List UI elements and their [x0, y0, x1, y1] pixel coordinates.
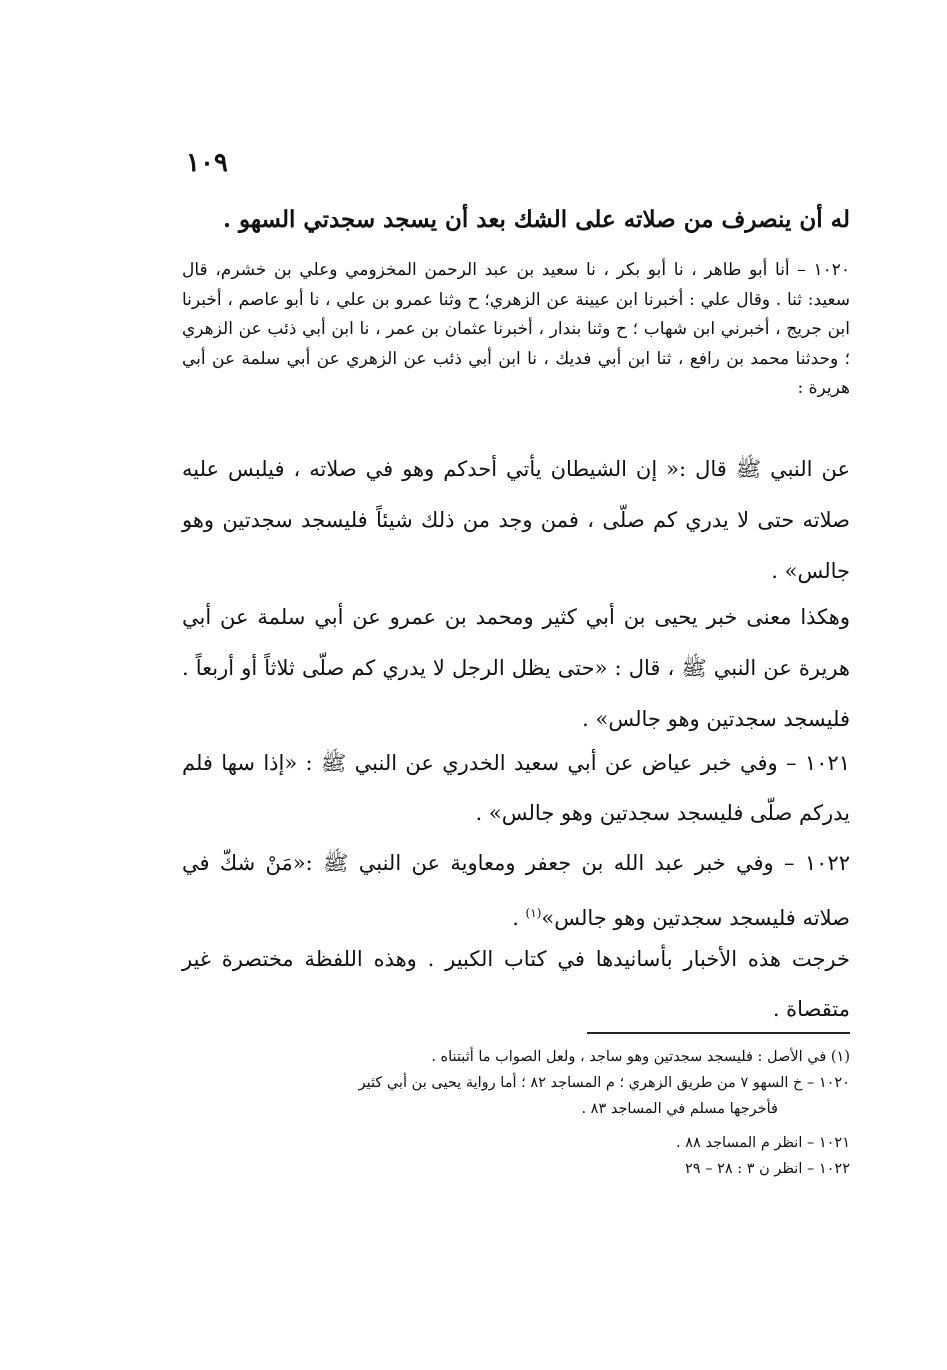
reference-1021: ١٠٢١ – انظر م المساجد ٨٨ . — [676, 1135, 850, 1151]
hadith-1022-end: . — [512, 906, 526, 930]
page-number: ١٠٩ — [186, 148, 228, 178]
footnote-divider — [587, 1032, 850, 1034]
hadith-1022 — [182, 838, 850, 943]
closing-remark: خرجت هذه الأخبار بأسانيدها في كتاب الكبير . وهذه اللفظة مختصرة غير متقصاة . — [182, 947, 850, 1021]
hadith-1020-isnad: ١٠٢٠ – أنا أبو طاهر ، نا أبو بكر ، نا سعيد بن عبد الرحمن المخزومي وعلي بن خشرم، قال سعيد: ثنا . وقال علي : أخبرنا ابن عيينة عن الزهري؛ ح وثنا عمرو بن علي ، نا أبو عاصم ، أخبرنا ابن جريج ، أخبرني ابن شهاب ؛ ح وثنا بندار ، أخبرنا عثمان بن عمر ، نا ابن أبي ذئب عن الزهري ؛ وحدثنا محمد بن رافع ، ثنا ابن أبي فديك ، نا ابن أبي ذئب عن الزهري عن أبي سلمة عن أبي هريرة : — [182, 260, 850, 398]
hadith-1022-text: ١٠٢٢ – وفي خبر عبد الله بن جعفر ومعاوية عن النبي ﷺ :«مَنْ شكّ في صلاته فليسجد سجدتين وهو جالس» — [182, 851, 850, 930]
hadith-1020-matn: عن النبي ﷺ قال :« إن الشيطان يأتي أحدكم وهو في صلاته ، فيلبس عليه صلاته حتى لا يدري كم صلّى ، فمن وجد من ذلك شيئاً فليسجد سجدتين وهو جالس» . — [182, 457, 850, 583]
reference-1020-continued: فأخرجها مسلم في المساجد ٨٣ . — [581, 1101, 778, 1117]
reference-1022: ١٠٢٢ – انظر ن ٣ : ٢٨ – ٢٩ — [685, 1161, 850, 1177]
reference-1020: ١٠٢٠ – خ السهو ٧ من طريق الزهري ؛ م المساجد ٨٢ ؛ أما رواية يحيى بن أبي كثير — [358, 1075, 850, 1091]
hadith-1021: ١٠٢١ – وفي خبر عياض عن أبي سعيد الخدري عن النبي ﷺ : «إذا سها فلم يدركم صلّى فليسجد سجدتين وهو جالس» . — [182, 751, 850, 825]
hadith-1020-note: وهكذا معنى خبر يحيى بن أبي كثير ومحمد بن عمرو عن أبي سلمة عن أبي هريرة عن النبي ﷺ ، قال : «حتى يظل الرجل لا يدري كم صلّى ثلاثاً أو أربعاً . فليسجد سجدتين وهو جالس» . — [182, 605, 850, 731]
footnote-1: (١) في الأصل : فليسجد سجدتين وهو ساجد ، ولعل الصواب ما أثبتناه . — [431, 1049, 850, 1065]
footnotes-section — [182, 1044, 850, 1182]
footnote-reference: (١) — [525, 906, 542, 920]
chapter-heading: له أن ينصرف من صلاته على الشك بعد أن يسجد سجدتي السهو . — [222, 206, 850, 233]
